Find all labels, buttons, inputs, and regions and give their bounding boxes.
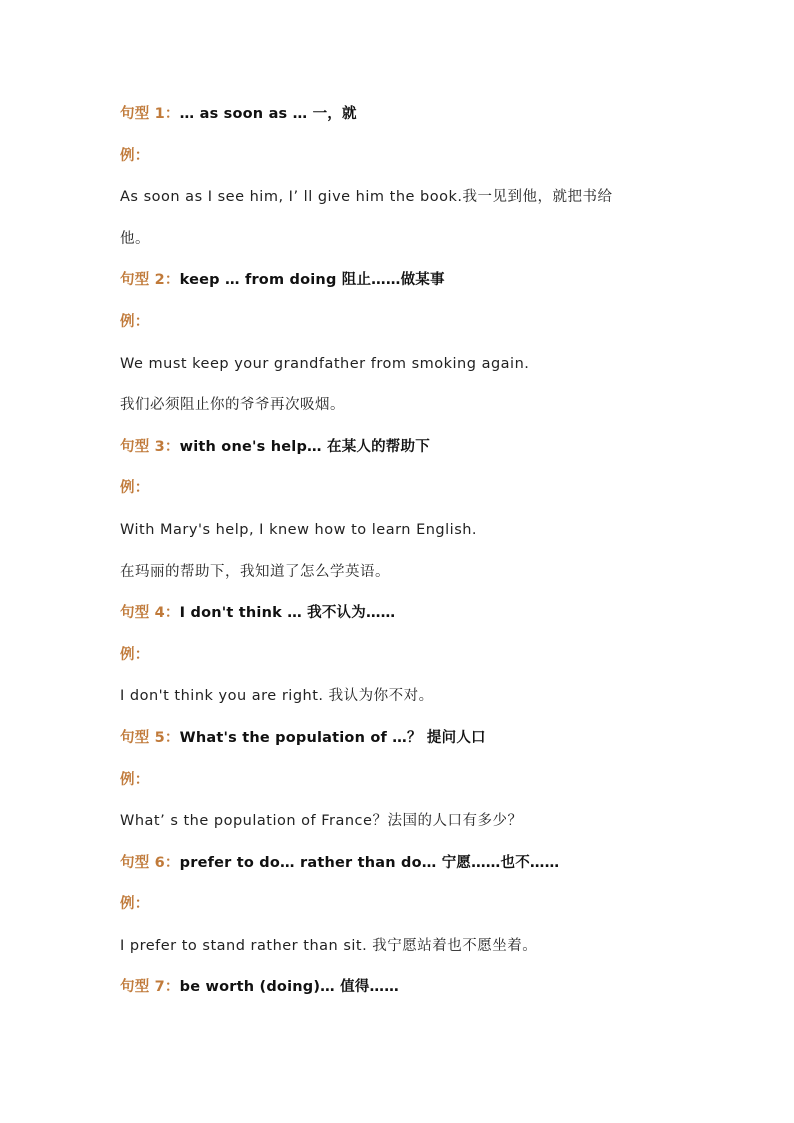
- sentence-pattern-6-heading: [120, 853, 700, 895]
- pattern-content: What's the population of …？ 提问人口: [179, 729, 486, 746]
- pattern-content: prefer to do… rather than do… 宁愿……也不……: [179, 854, 560, 871]
- example-sentence: What’ s the population of France？法国的人口有多少？: [120, 813, 523, 830]
- sentence-pattern-4-heading: [120, 603, 700, 645]
- example-label: 例：: [120, 313, 150, 330]
- example-label: 例：: [120, 646, 150, 663]
- pattern-label: 句型 3：: [120, 438, 180, 455]
- example-translation: 我们必须阻止你的爷爷再次吸烟。: [120, 397, 345, 414]
- pattern-content: with one's help… 在某人的帮助下: [179, 438, 430, 455]
- example-label: 例：: [120, 480, 150, 497]
- pattern-content: … as soon as … 一，就: [179, 106, 357, 122]
- pattern-label: 句型 2：: [120, 272, 180, 289]
- sentence-pattern-5-heading: [120, 728, 700, 770]
- pattern-label: 句型 5：: [120, 729, 180, 746]
- example-label: 例：: [120, 771, 150, 788]
- example-sentence: We must keep your grandfather from smoking again.: [120, 355, 530, 372]
- sentence-pattern-3-heading: [120, 437, 700, 479]
- pattern-content: be worth (doing)… 值得……: [179, 979, 399, 996]
- sentence-pattern-1-heading: [120, 104, 700, 146]
- pattern-label: 句型 4：: [120, 605, 180, 622]
- document-page: [120, 104, 700, 1019]
- example-sentence: I prefer to stand rather than sit. 我宁愿站着也不愿坐着。: [120, 937, 538, 954]
- pattern-label: 句型 6：: [120, 854, 180, 871]
- pattern-label: 句型 7：: [120, 979, 180, 996]
- sentence-pattern-7-heading: [120, 977, 700, 1019]
- example-sentence: As soon as I see him, I’ ll give him the book.我一见到他，就把书给: [120, 189, 613, 206]
- example-sentence: With Mary's help, I knew how to learn English.: [120, 521, 478, 538]
- pattern-label: 句型 1：: [120, 106, 180, 122]
- pattern-content: I don't think … 我不认为……: [179, 605, 396, 622]
- example-label: 例：: [120, 896, 150, 913]
- example-sentence-continued: 他。: [120, 230, 150, 247]
- sentence-pattern-2-heading: [120, 270, 700, 312]
- pattern-content: keep … from doing 阻止……做某事: [179, 272, 445, 289]
- example-label: 例：: [120, 147, 150, 164]
- example-sentence: I don't think you are right. 我认为你不对。: [120, 688, 434, 705]
- example-translation: 在玛丽的帮助下，我知道了怎么学英语。: [120, 563, 390, 580]
